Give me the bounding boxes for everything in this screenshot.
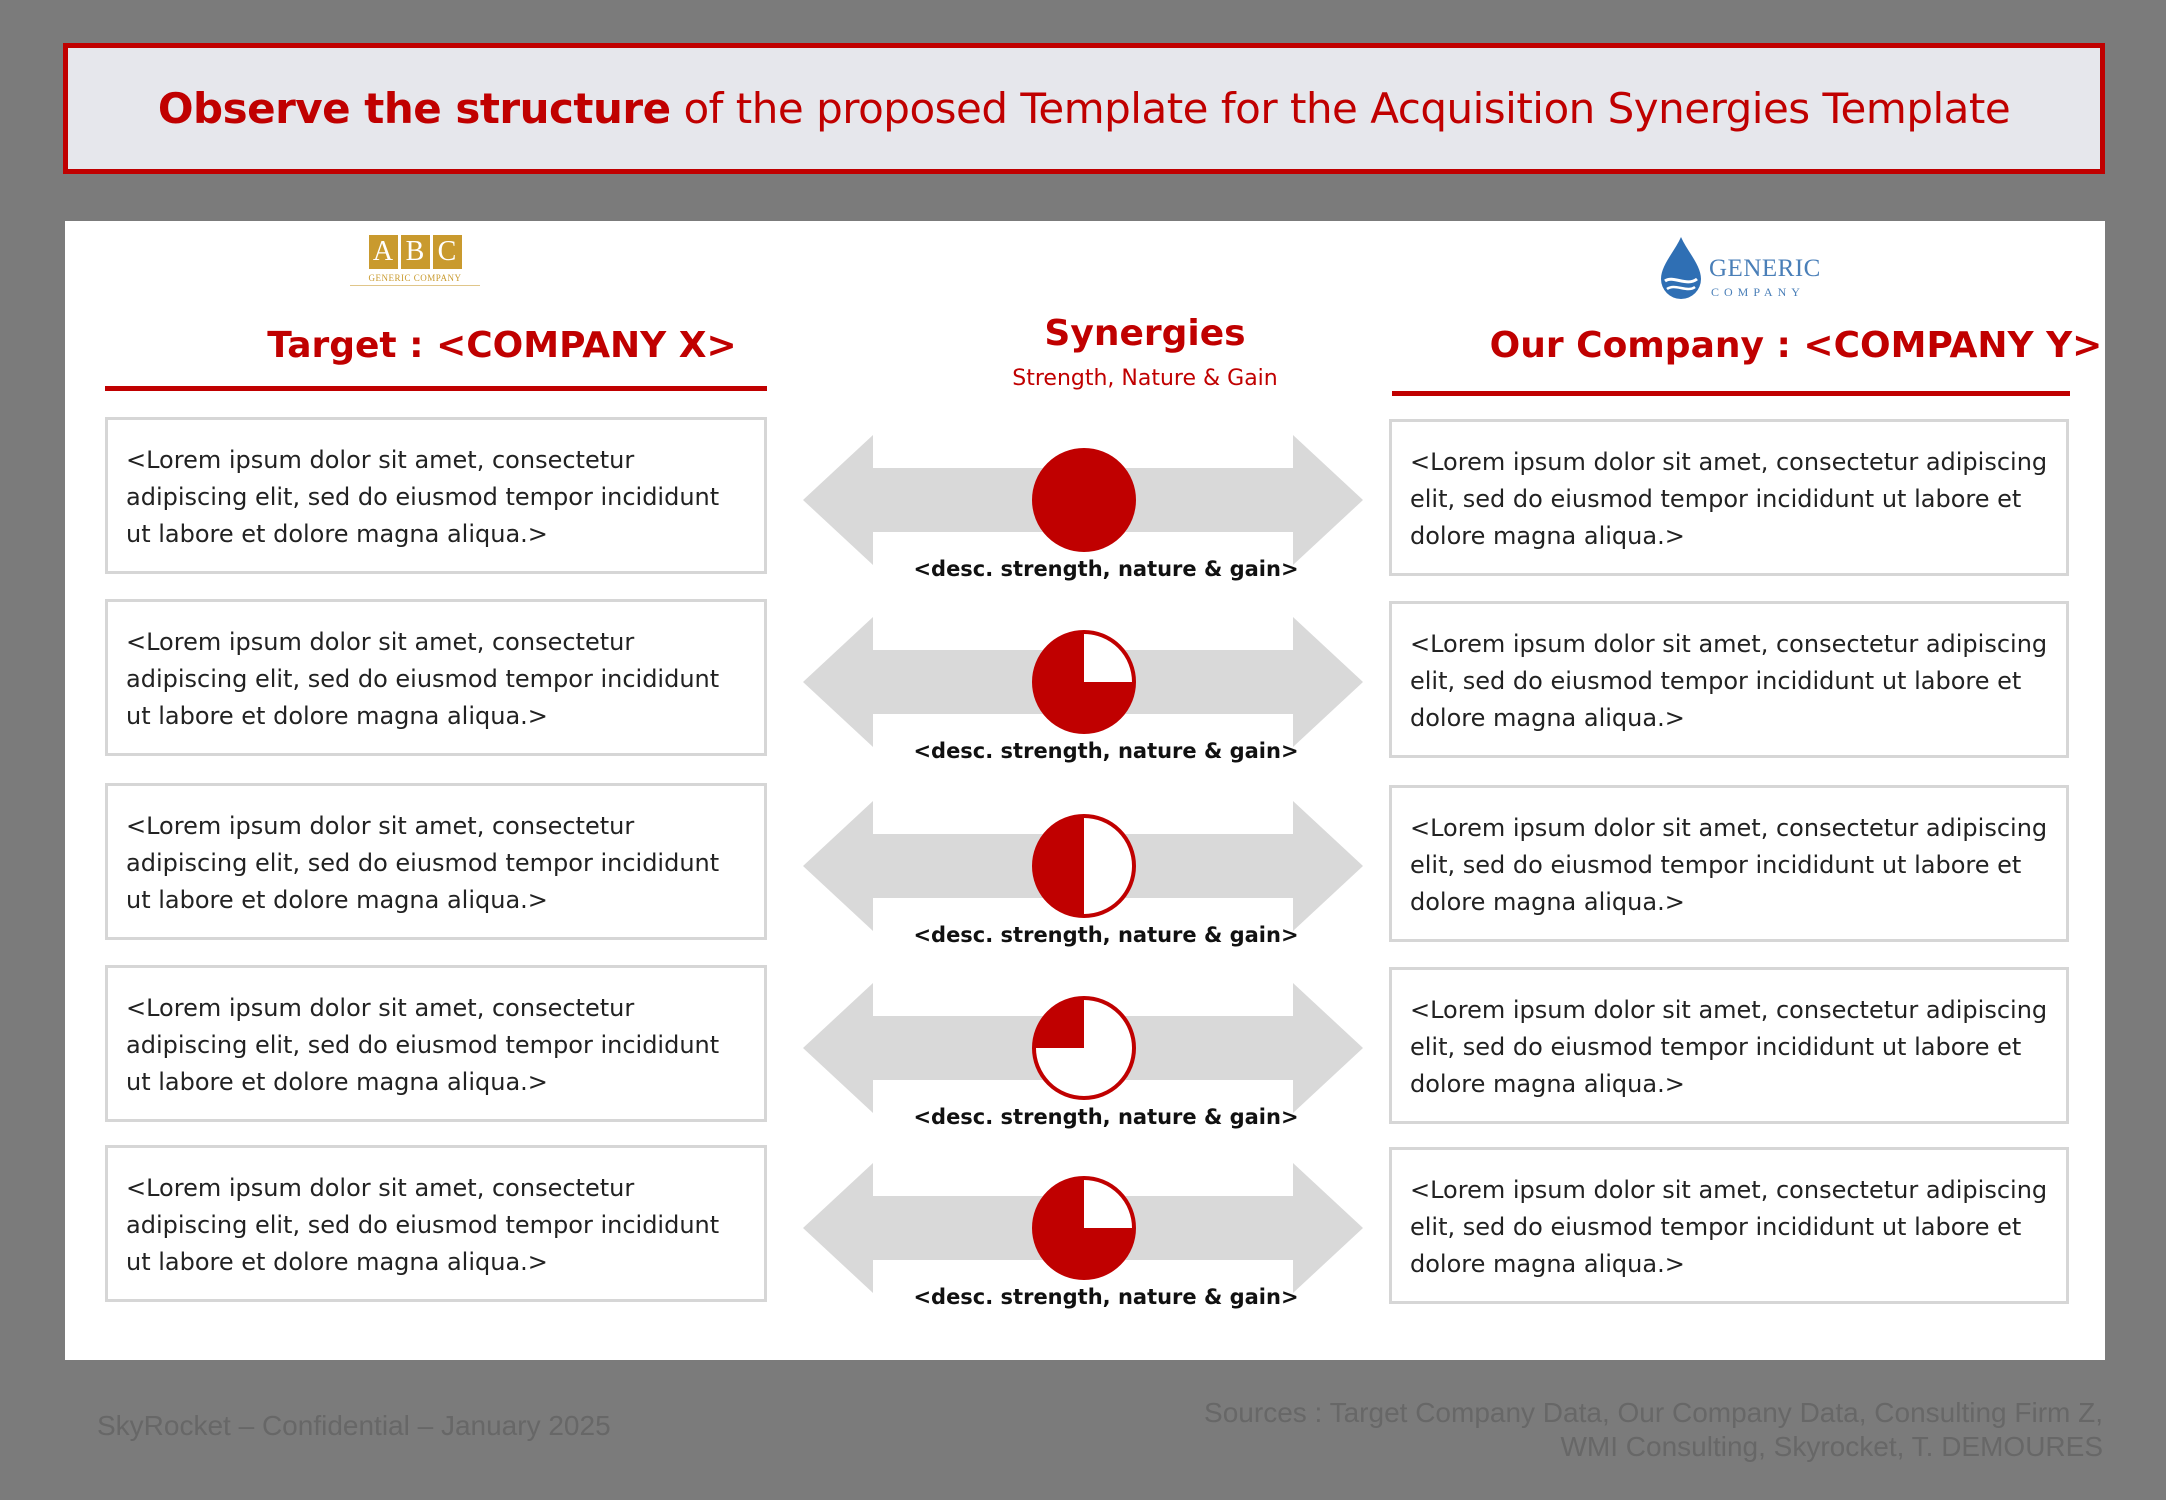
slide-title-rest: of the proposed Template for the Acquisition Synergies Template	[670, 84, 2011, 133]
footer-sources-line: Sources : Target Company Data, Our Company Data, Consulting Firm Z,	[1204, 1397, 2103, 1428]
water-drop-icon	[1657, 235, 1705, 301]
target-heading-underline	[105, 386, 767, 391]
harvey-ball-icon	[1031, 995, 1137, 1101]
synergy-description: <desc. strength, nature & gain>	[913, 557, 1299, 581]
slide-title	[158, 84, 2010, 133]
slide-title-bold: Observe the structure	[157, 84, 671, 133]
synergy-description: <desc. strength, nature & gain>	[913, 923, 1299, 947]
abc-logo-subtitle: GENERIC COMPANY	[350, 273, 480, 286]
our-company-heading-underline	[1392, 391, 2070, 396]
harvey-ball-icon	[1031, 1175, 1137, 1281]
target-description-box: <Lorem ipsum dolor sit amet, consectetur adipiscing elit, sed do eiusmod tempor incididunt ut labore et dolore magna aliqua.>	[105, 965, 767, 1122]
our-company-description-box: <Lorem ipsum dolor sit amet, consectetur adipiscing elit, sed do eiusmod tempor incididunt ut labore et dolore magna aliqua.>	[1389, 967, 2069, 1124]
abc-logo-letter: B	[401, 235, 430, 269]
abc-logo-letter: C	[433, 235, 462, 269]
generic-company-logo	[1657, 235, 1837, 305]
our-company-description-box: <Lorem ipsum dolor sit amet, consectetur adipiscing elit, sed do eiusmod tempor incididunt ut labore et dolore magna aliqua.>	[1389, 1147, 2069, 1304]
abc-logo	[350, 235, 480, 286]
synergies-subtitle: Strength, Nature & Gain	[1012, 366, 1278, 391]
target-description-box: <Lorem ipsum dolor sit amet, consectetur adipiscing elit, sed do eiusmod tempor incididunt ut labore et dolore magna aliqua.>	[105, 783, 767, 940]
slide-title-box	[63, 43, 2105, 174]
our-company-description-box: <Lorem ipsum dolor sit amet, consectetur adipiscing elit, sed do eiusmod tempor incididunt ut labore et dolore magna aliqua.>	[1389, 419, 2069, 576]
generic-logo-word: GENERIC	[1709, 255, 1821, 282]
target-description-box: <Lorem ipsum dolor sit amet, consectetur adipiscing elit, sed do eiusmod tempor incididunt ut labore et dolore magna aliqua.>	[105, 1145, 767, 1302]
our-company-description-box: <Lorem ipsum dolor sit amet, consectetur adipiscing elit, sed do eiusmod tempor incididunt ut labore et dolore magna aliqua.>	[1389, 601, 2069, 758]
content-card	[65, 221, 2105, 1360]
target-description-box: <Lorem ipsum dolor sit amet, consectetur adipiscing elit, sed do eiusmod tempor incididunt ut labore et dolore magna aliqua.>	[105, 599, 767, 756]
generic-logo-subword: COMPANY	[1711, 285, 1805, 299]
footer-confidential: SkyRocket – Confidential – January 2025	[97, 1410, 611, 1441]
synergy-description: <desc. strength, nature & gain>	[913, 1105, 1299, 1129]
synergy-description: <desc. strength, nature & gain>	[913, 1285, 1299, 1309]
our-company-description-box: <Lorem ipsum dolor sit amet, consectetur adipiscing elit, sed do eiusmod tempor incididunt ut labore et dolore magna aliqua.>	[1389, 785, 2069, 942]
footer-sources-line: WMI Consulting, Skyrocket, T. DEMOURES	[1560, 1431, 2103, 1462]
footer-sources	[1204, 1396, 2103, 1464]
our-company-heading: Our Company : <COMPANY Y>	[1489, 325, 2103, 366]
target-heading: Target : <COMPANY X>	[267, 325, 737, 366]
target-description-box: <Lorem ipsum dolor sit amet, consectetur adipiscing elit, sed do eiusmod tempor incididunt ut labore et dolore magna aliqua.>	[105, 417, 767, 574]
synergies-title: Synergies	[1044, 313, 1246, 354]
harvey-ball-icon	[1031, 447, 1137, 553]
synergy-description: <desc. strength, nature & gain>	[913, 739, 1299, 763]
abc-logo-letter: A	[369, 235, 398, 269]
harvey-ball-icon	[1031, 629, 1137, 735]
harvey-ball-icon	[1031, 813, 1137, 919]
